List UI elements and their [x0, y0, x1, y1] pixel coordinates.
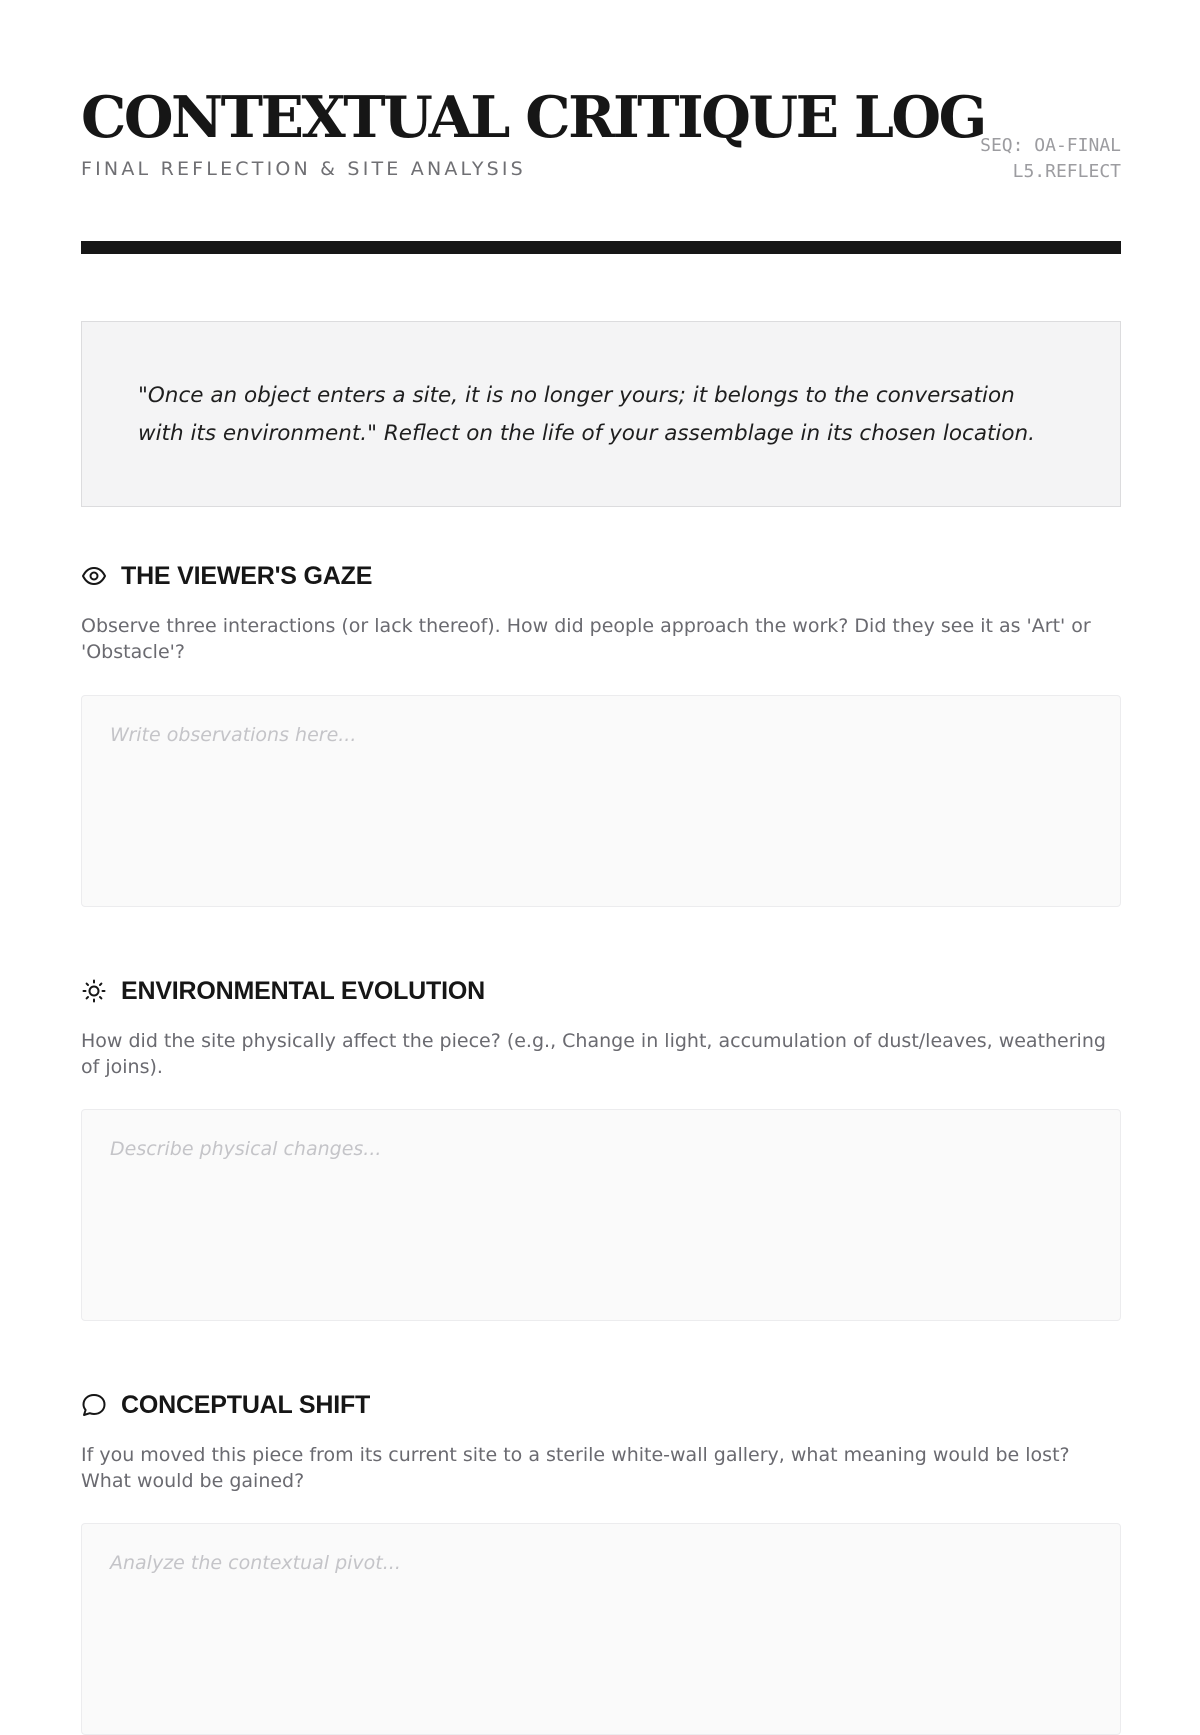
viewers-gaze-input[interactable]: [81, 695, 1121, 907]
speech-bubble-icon: [81, 1392, 107, 1418]
section-conceptual-shift: [81, 1390, 1121, 1494]
section-viewers-gaze: [81, 561, 1121, 665]
environmental-evolution-input[interactable]: [81, 1109, 1121, 1321]
section-environmental-evolution: [81, 976, 1121, 1080]
section-title: THE VIEWER'S GAZE: [121, 561, 373, 590]
section-description: If you moved this piece from its current site to a sterile white-wall gallery, what meaning would be lost? What would be gained?: [81, 1444, 1070, 1492]
page-header: [81, 0, 1121, 255]
section-title: CONCEPTUAL SHIFT: [121, 1390, 371, 1419]
page-title: CONTEXTUAL CRITIQUE LOG: [81, 84, 985, 151]
sequence-code-line-2: L5.REFLECT: [1012, 161, 1121, 182]
sun-icon: [81, 978, 107, 1004]
section-header: [81, 561, 1121, 591]
prompt-quote: "Once an object enters a site, it is no longer yours; it belongs to the conversation with its environment." Reflect on the life of your assemblage in its chosen location.: [138, 383, 1036, 446]
section-description: Observe three interactions (or lack thereof). How did people approach the work? Did they see it as 'Art' or 'Obstacle'?: [81, 615, 1091, 663]
header-divider: [81, 241, 1121, 254]
sequence-code-line-1: SEQ: OA-FINAL: [980, 135, 1121, 156]
prompt-quote-box: [81, 321, 1121, 507]
section-header: [81, 1390, 1121, 1420]
section-title: ENVIRONMENTAL EVOLUTION: [121, 976, 485, 1005]
sequence-code: [980, 133, 1121, 185]
page-subtitle: FINAL REFLECTION & SITE ANALYSIS: [81, 158, 526, 180]
eye-icon: [81, 563, 107, 589]
section-header: [81, 976, 1121, 1006]
conceptual-shift-input[interactable]: [81, 1523, 1121, 1735]
section-description: How did the site physically affect the piece? (e.g., Change in light, accumulation of dust/leaves, weathering of joins).: [81, 1030, 1106, 1078]
critique-log-page: [81, 0, 1121, 1492]
